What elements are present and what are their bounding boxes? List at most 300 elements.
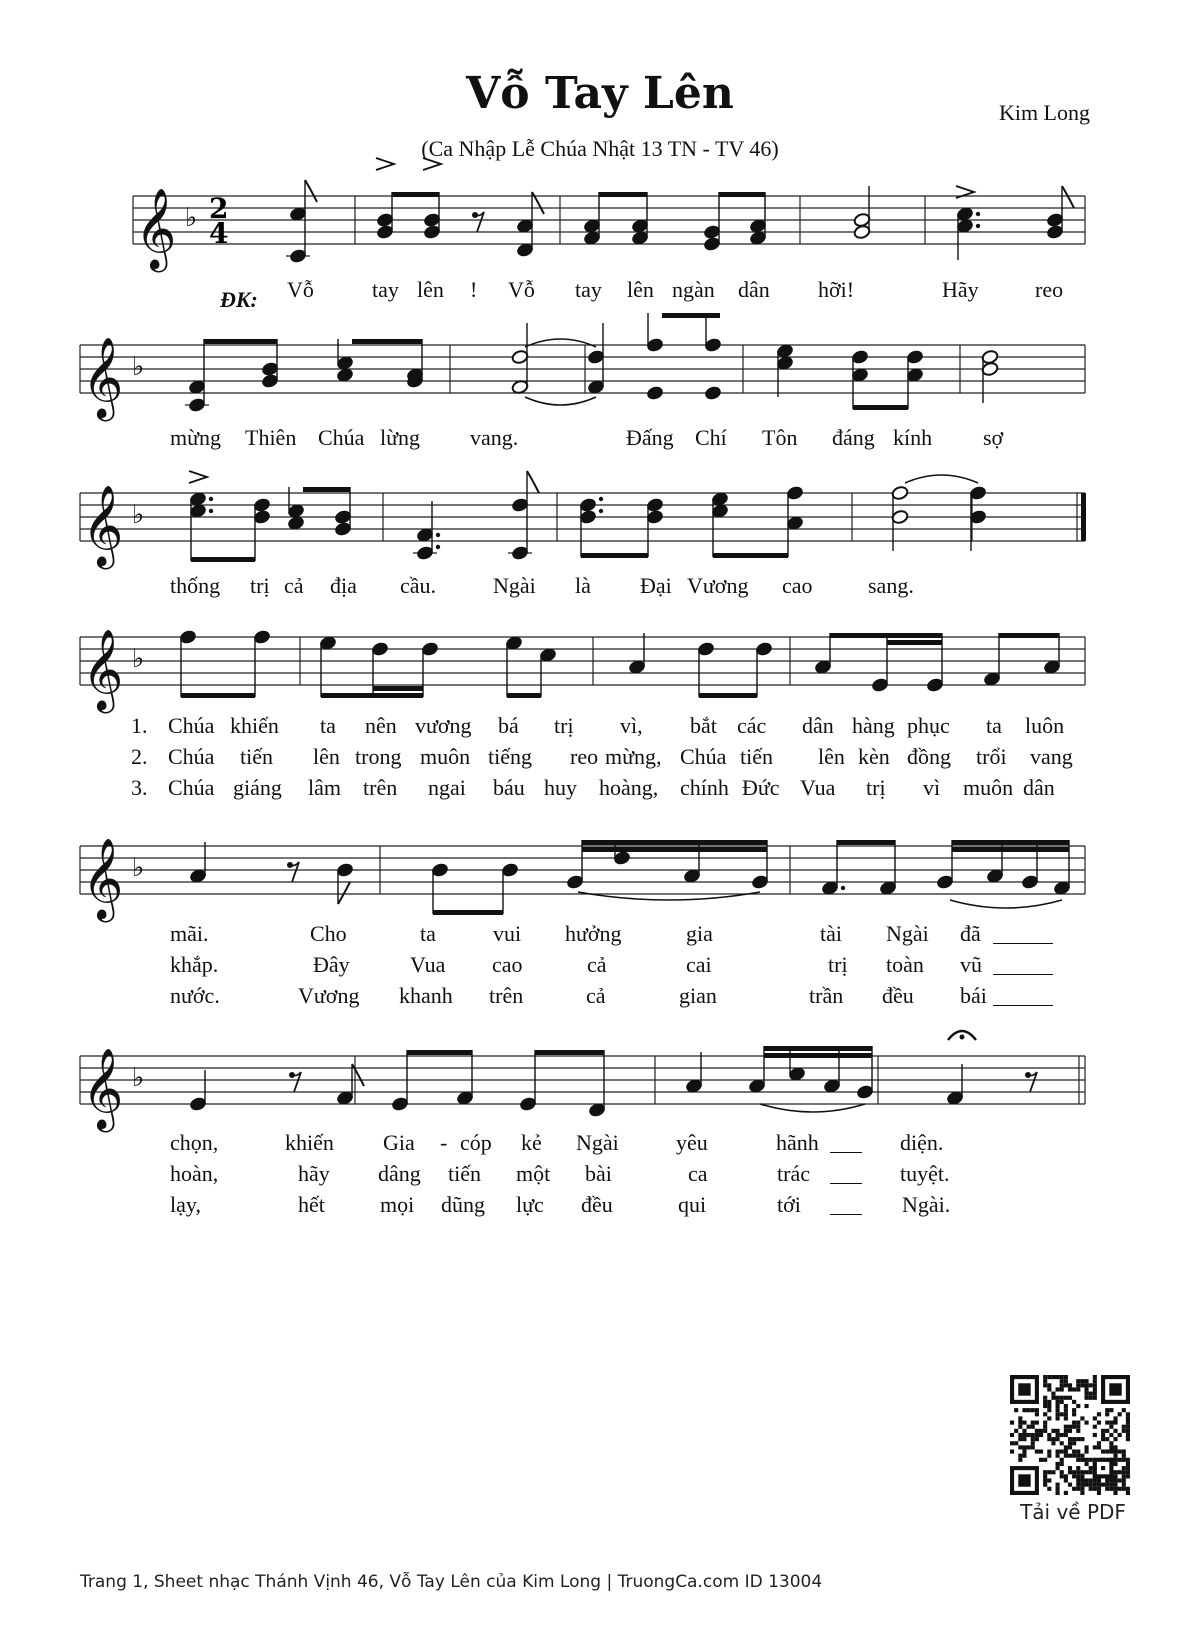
beam xyxy=(719,192,765,197)
melisma-extender xyxy=(993,974,1053,975)
verse-lyric: bài xyxy=(585,1161,612,1186)
verse-lyric: lực xyxy=(516,1192,544,1217)
verse-lyric: ta xyxy=(420,921,436,946)
verse-lyric: Chúa xyxy=(168,744,215,769)
beam xyxy=(952,847,1069,852)
beam xyxy=(204,339,277,344)
verse-lyric: hoàng, xyxy=(599,775,659,800)
verse-lyric: toàn xyxy=(886,952,924,977)
note xyxy=(851,349,869,409)
refrain-lyric: Đấng xyxy=(626,425,674,450)
notehead xyxy=(511,545,529,560)
verse-number: 1. xyxy=(131,713,148,738)
treble-clef-icon: 𝄞 xyxy=(82,336,124,418)
staff-system-1 xyxy=(133,187,1085,272)
melisma-extender xyxy=(993,943,1053,944)
refrain-lyric: địa xyxy=(330,573,357,598)
refrain-lyric: Ngài xyxy=(493,573,536,598)
notehead xyxy=(871,677,889,692)
note xyxy=(179,629,197,697)
note xyxy=(748,1046,766,1094)
notehead xyxy=(253,509,271,524)
verse-lyric: luôn xyxy=(1025,713,1065,738)
treble-clef-icon: 𝄞 xyxy=(82,484,124,566)
verse-lyric: cả xyxy=(586,983,606,1008)
beam xyxy=(599,192,647,197)
verse-lyric: hết xyxy=(298,1192,325,1217)
notehead xyxy=(566,874,584,889)
notehead xyxy=(376,224,394,239)
beam xyxy=(507,693,541,698)
verse-lyric: tới xyxy=(777,1192,801,1217)
verse-lyric: Chúa xyxy=(680,744,727,769)
notehead xyxy=(188,397,206,412)
verse-lyric: bắt xyxy=(690,713,717,738)
note xyxy=(406,339,424,389)
notehead xyxy=(786,485,804,500)
notehead xyxy=(334,509,352,524)
verse-lyric: kèn xyxy=(858,744,890,769)
notehead xyxy=(289,248,307,263)
verse-lyric: Vua xyxy=(800,775,836,800)
notehead xyxy=(416,545,434,560)
accent-icon xyxy=(376,158,394,170)
note xyxy=(539,647,557,697)
verse-lyric: muôn xyxy=(963,775,1014,800)
verse-lyric: Đây xyxy=(313,952,350,977)
accent-icon xyxy=(189,471,207,483)
note xyxy=(431,862,449,914)
notehead xyxy=(261,373,279,388)
beam xyxy=(433,910,503,915)
verse-lyric: lên xyxy=(818,744,845,769)
refrain-lyric: Vương xyxy=(687,573,749,598)
notehead xyxy=(646,497,664,512)
verse-lyric: tiếng xyxy=(488,744,532,769)
note xyxy=(755,641,773,697)
notehead xyxy=(334,521,352,536)
notehead xyxy=(253,497,271,512)
beam xyxy=(582,847,767,852)
note xyxy=(697,641,715,697)
refrain-lyric: Chúa xyxy=(318,425,365,450)
notehead xyxy=(1021,874,1039,889)
flag xyxy=(1062,186,1074,208)
note xyxy=(628,633,646,675)
verse-lyric: - xyxy=(440,1130,448,1155)
note xyxy=(508,471,539,561)
notehead xyxy=(936,874,954,889)
verse-lyric: Gia xyxy=(383,1130,415,1155)
verse-lyric: Ngài xyxy=(886,921,929,946)
verse-lyric: trổi xyxy=(976,744,1007,769)
note xyxy=(423,158,441,240)
verse-lyric: giáng xyxy=(233,775,282,800)
beam xyxy=(853,405,908,410)
verse-lyric: cả xyxy=(587,952,607,977)
refrain-lyric: lừng xyxy=(380,425,421,450)
notehead xyxy=(853,212,871,227)
verse-lyric: yêu xyxy=(676,1130,708,1155)
verse-lyric: Vua xyxy=(410,952,446,977)
note xyxy=(749,192,767,246)
dot xyxy=(976,224,980,228)
verse-lyric: lạy, xyxy=(170,1192,201,1217)
note xyxy=(788,1046,806,1082)
notehead xyxy=(336,862,354,877)
note xyxy=(511,323,529,395)
notehead xyxy=(613,850,631,865)
notehead xyxy=(891,509,909,524)
verse-lyric: trị xyxy=(554,713,574,738)
note xyxy=(983,633,1001,687)
flat-icon: ♭ xyxy=(185,203,198,233)
verse-lyric: Chúa xyxy=(168,713,215,738)
note xyxy=(579,497,603,557)
verse-lyric: vì, xyxy=(620,713,643,738)
flag xyxy=(527,471,539,493)
beam xyxy=(392,192,439,197)
verse-lyric: lâm xyxy=(308,775,341,800)
notehead xyxy=(179,629,197,644)
refrain-lyric: Tôn xyxy=(762,425,798,450)
time-signature-bottom: 4 xyxy=(209,217,229,250)
beam xyxy=(837,840,895,845)
download-pdf-link[interactable]: Tải về PDF xyxy=(1020,1500,1126,1524)
verse-lyric: một xyxy=(516,1161,551,1186)
dot xyxy=(436,533,440,537)
tie xyxy=(760,1104,865,1112)
note xyxy=(1043,633,1061,675)
notehead xyxy=(519,1096,537,1111)
notehead xyxy=(423,224,441,239)
note xyxy=(286,180,317,264)
note xyxy=(519,1050,537,1112)
melisma-extender xyxy=(830,1214,862,1215)
note xyxy=(853,186,871,240)
verse-lyric: muôn xyxy=(420,744,471,769)
refrain-lyric: cả xyxy=(284,573,304,598)
verse-lyric: vương xyxy=(415,713,472,738)
verse-lyric: ta xyxy=(320,713,336,738)
refrain-lyric: tay xyxy=(372,277,399,302)
verse-lyric: nên xyxy=(365,713,397,738)
notehead xyxy=(579,497,597,512)
refrain-lyric: mừng xyxy=(170,425,222,450)
verse-lyric: tuyệt. xyxy=(900,1161,950,1186)
refrain-lyric: lên xyxy=(627,277,654,302)
verse-lyric: trác xyxy=(777,1161,810,1186)
notehead xyxy=(891,485,909,500)
beam xyxy=(352,339,422,344)
note xyxy=(391,1050,409,1112)
verse-lyric: dân xyxy=(802,713,834,738)
verse-lyric: chính xyxy=(680,775,729,800)
verse-lyric: tiến xyxy=(240,744,273,769)
notehead xyxy=(755,641,773,656)
refrain-lyric: lên xyxy=(417,277,444,302)
refrain-lyric: kính xyxy=(893,425,933,450)
flag xyxy=(532,192,544,214)
verse-lyric: tài xyxy=(820,921,842,946)
flag xyxy=(305,180,317,202)
verse-lyric: cóp xyxy=(460,1130,492,1155)
verse-lyric: mừng, xyxy=(605,744,662,769)
note xyxy=(421,641,439,697)
note xyxy=(189,1070,207,1112)
verse-lyric: khanh xyxy=(399,983,453,1008)
notehead xyxy=(261,361,279,376)
verse-lyric: Ngài xyxy=(576,1130,619,1155)
verse-lyric: phục xyxy=(907,713,950,738)
verse-lyric: trần xyxy=(809,983,844,1008)
note xyxy=(936,840,954,890)
note xyxy=(413,501,440,561)
beam xyxy=(373,686,423,691)
note xyxy=(814,633,832,675)
note xyxy=(685,1052,703,1094)
verse-lyric: báu xyxy=(493,775,525,800)
verse-lyric: ngai xyxy=(428,775,466,800)
notehead xyxy=(1046,212,1064,227)
verse-lyric: mọi xyxy=(380,1192,415,1217)
verse-lyric: trong xyxy=(355,744,402,769)
refrain-lyric: là xyxy=(575,573,591,598)
notehead xyxy=(906,349,924,364)
refrain-lyric: reo xyxy=(1035,277,1064,302)
verse-lyric: Vương xyxy=(298,983,360,1008)
note xyxy=(261,339,279,389)
note xyxy=(871,633,889,693)
refrain-lyric: trị xyxy=(250,573,270,598)
melisma-extender xyxy=(993,1005,1053,1006)
verse-lyric: trên xyxy=(363,775,398,800)
verse-lyric: chọn, xyxy=(170,1130,219,1155)
verse-lyric: các xyxy=(737,713,767,738)
flat-icon: ♭ xyxy=(132,500,145,530)
refrain-lyric: Vỗ xyxy=(508,277,535,302)
verse-lyric: Chúa xyxy=(168,775,215,800)
verse-lyric: hãy xyxy=(298,1161,330,1186)
notehead xyxy=(421,641,439,656)
note xyxy=(956,186,980,260)
beam xyxy=(321,693,423,698)
beam xyxy=(887,640,942,645)
refrain-lyric: Đại xyxy=(640,573,672,598)
beam xyxy=(764,1053,872,1058)
notehead xyxy=(1046,224,1064,239)
note xyxy=(336,1064,364,1106)
note xyxy=(185,339,209,413)
verse-lyric: đồng xyxy=(907,744,951,769)
verse-lyric: Cho xyxy=(310,921,347,946)
verse-lyric: diện. xyxy=(900,1130,944,1155)
verse-lyric: vì xyxy=(923,775,941,800)
refrain-lyric: Vỗ xyxy=(287,277,314,302)
flat-icon: ♭ xyxy=(132,1063,145,1093)
eighth-rest-icon xyxy=(289,1072,301,1092)
flag xyxy=(338,882,350,904)
refrain-lyric: đáng xyxy=(832,425,875,450)
verse-lyric: hoàn, xyxy=(170,1161,219,1186)
verse-lyric: kẻ xyxy=(521,1130,542,1155)
treble-clef-icon: 𝄞 xyxy=(82,628,124,710)
flag xyxy=(352,1064,364,1086)
refrain-label: ĐK: xyxy=(220,287,258,312)
notehead xyxy=(704,385,722,400)
verse-lyric: Đức xyxy=(742,775,780,800)
verse-lyric: hưởng xyxy=(565,921,622,946)
notehead xyxy=(431,862,449,877)
beam xyxy=(713,553,788,558)
refrain-lyric: vang. xyxy=(470,425,519,450)
notehead xyxy=(646,509,664,524)
dot xyxy=(599,497,603,501)
verse-lyric: mãi. xyxy=(170,921,209,946)
verse-lyric: bái xyxy=(960,983,987,1008)
treble-clef-icon: 𝄞 xyxy=(82,837,124,919)
refrain-lyric: cao xyxy=(782,573,813,598)
verse-lyric: hàng xyxy=(852,713,895,738)
note xyxy=(587,323,605,395)
note xyxy=(906,349,924,409)
fermata-icon xyxy=(948,1031,976,1040)
dot xyxy=(976,212,980,216)
refrain-lyric: Chí xyxy=(695,425,727,450)
tie xyxy=(578,892,760,900)
beam xyxy=(764,1046,872,1051)
notehead xyxy=(423,212,441,227)
staff-system-6 xyxy=(80,1047,1085,1132)
tie xyxy=(905,475,978,483)
refrain-lyric: Hãy xyxy=(942,277,979,302)
verse-lyric: bá xyxy=(498,713,519,738)
verse-lyric: ca xyxy=(688,1161,708,1186)
note xyxy=(456,1050,474,1106)
beam xyxy=(999,633,1059,638)
eighth-rest-icon xyxy=(1025,1072,1037,1092)
verse-lyric: dũng xyxy=(441,1192,485,1217)
verse-lyric: cai xyxy=(686,952,712,977)
verse-lyric: đều xyxy=(882,983,914,1008)
refrain-lyric: sang. xyxy=(868,573,914,598)
beam xyxy=(303,487,350,492)
verse-lyric: vũ xyxy=(960,952,982,977)
notehead xyxy=(981,349,999,364)
verse-lyric: huy xyxy=(544,775,577,800)
beam xyxy=(181,693,255,698)
verse-lyric: lên xyxy=(313,744,340,769)
refrain-lyric: ! xyxy=(470,277,478,302)
verse-lyric: khiến xyxy=(285,1130,334,1155)
beam xyxy=(662,313,720,318)
note xyxy=(253,629,271,697)
note xyxy=(189,471,213,561)
verse-lyric: trên xyxy=(489,983,524,1008)
refrain-lyric: sợ xyxy=(983,425,1004,450)
composer-name: Kim Long xyxy=(998,100,1090,125)
notehead xyxy=(703,224,721,239)
notehead xyxy=(189,1096,207,1111)
beam xyxy=(830,633,942,638)
verse-lyric: đều xyxy=(581,1192,613,1217)
dot xyxy=(209,497,213,501)
refrain-lyric: hỡi! xyxy=(818,277,855,302)
dot xyxy=(599,509,603,513)
notehead xyxy=(697,641,715,656)
verse-lyric: vang xyxy=(1030,744,1073,769)
beam xyxy=(535,1050,604,1055)
time-signature-top: 2 xyxy=(209,192,229,225)
note xyxy=(821,840,845,896)
note xyxy=(588,1050,606,1118)
verse-lyric: reo xyxy=(570,744,599,769)
melisma-extender xyxy=(830,1183,862,1184)
notehead xyxy=(511,497,529,512)
verse-lyric: gian xyxy=(679,983,717,1008)
notehead xyxy=(579,509,597,524)
note xyxy=(334,487,352,537)
note xyxy=(711,491,729,557)
note xyxy=(703,192,721,252)
notehead xyxy=(376,212,394,227)
eighth-rest-icon xyxy=(287,862,299,882)
note xyxy=(583,192,601,246)
verse-lyric: nước. xyxy=(170,983,220,1008)
verse-lyric: dâng xyxy=(378,1161,421,1186)
notehead xyxy=(391,1096,409,1111)
note xyxy=(505,635,523,697)
beam xyxy=(952,840,1069,845)
note xyxy=(946,1064,964,1106)
treble-clef-icon: 𝄞 xyxy=(135,187,177,269)
song-subtitle: (Ca Nhập Lễ Chúa Nhật 13 TN - TV 46) xyxy=(421,136,779,161)
notehead xyxy=(511,349,529,364)
notehead xyxy=(703,236,721,251)
refrain-lyric: thống xyxy=(170,573,221,598)
notehead xyxy=(587,349,605,364)
verse-number: 2. xyxy=(131,744,148,769)
refrain-lyric: cầu. xyxy=(400,573,437,598)
verse-lyric: Ngài. xyxy=(902,1192,951,1217)
verse-lyric: vui xyxy=(493,921,522,946)
eighth-rest-icon xyxy=(472,212,484,232)
page-footer: Trang 1, Sheet nhạc Thánh Vịnh 46, Vỗ Tay Lên của Kim Long | TruongCa.com ID 13004 xyxy=(80,1572,823,1592)
note xyxy=(981,349,999,403)
final-barline xyxy=(1081,493,1086,541)
note xyxy=(786,485,804,557)
dot xyxy=(841,886,845,890)
note xyxy=(376,158,394,240)
verse-lyric: khắp. xyxy=(170,952,219,977)
tie xyxy=(525,397,596,405)
verse-lyric: cao xyxy=(492,952,523,977)
refrain-lyric: dân xyxy=(738,277,770,302)
verse-lyric: dân xyxy=(1023,775,1055,800)
beam xyxy=(581,553,648,558)
note xyxy=(336,862,354,904)
verse-lyric: tiến xyxy=(448,1161,481,1186)
notehead xyxy=(926,677,944,692)
notehead xyxy=(371,641,389,656)
verse-lyric: qui xyxy=(678,1192,707,1217)
dot xyxy=(209,509,213,513)
note xyxy=(646,497,664,557)
notehead xyxy=(646,337,664,352)
qr-code-icon[interactable] xyxy=(1010,1375,1130,1495)
staff-system-2 xyxy=(80,336,1085,421)
notehead xyxy=(704,337,722,352)
